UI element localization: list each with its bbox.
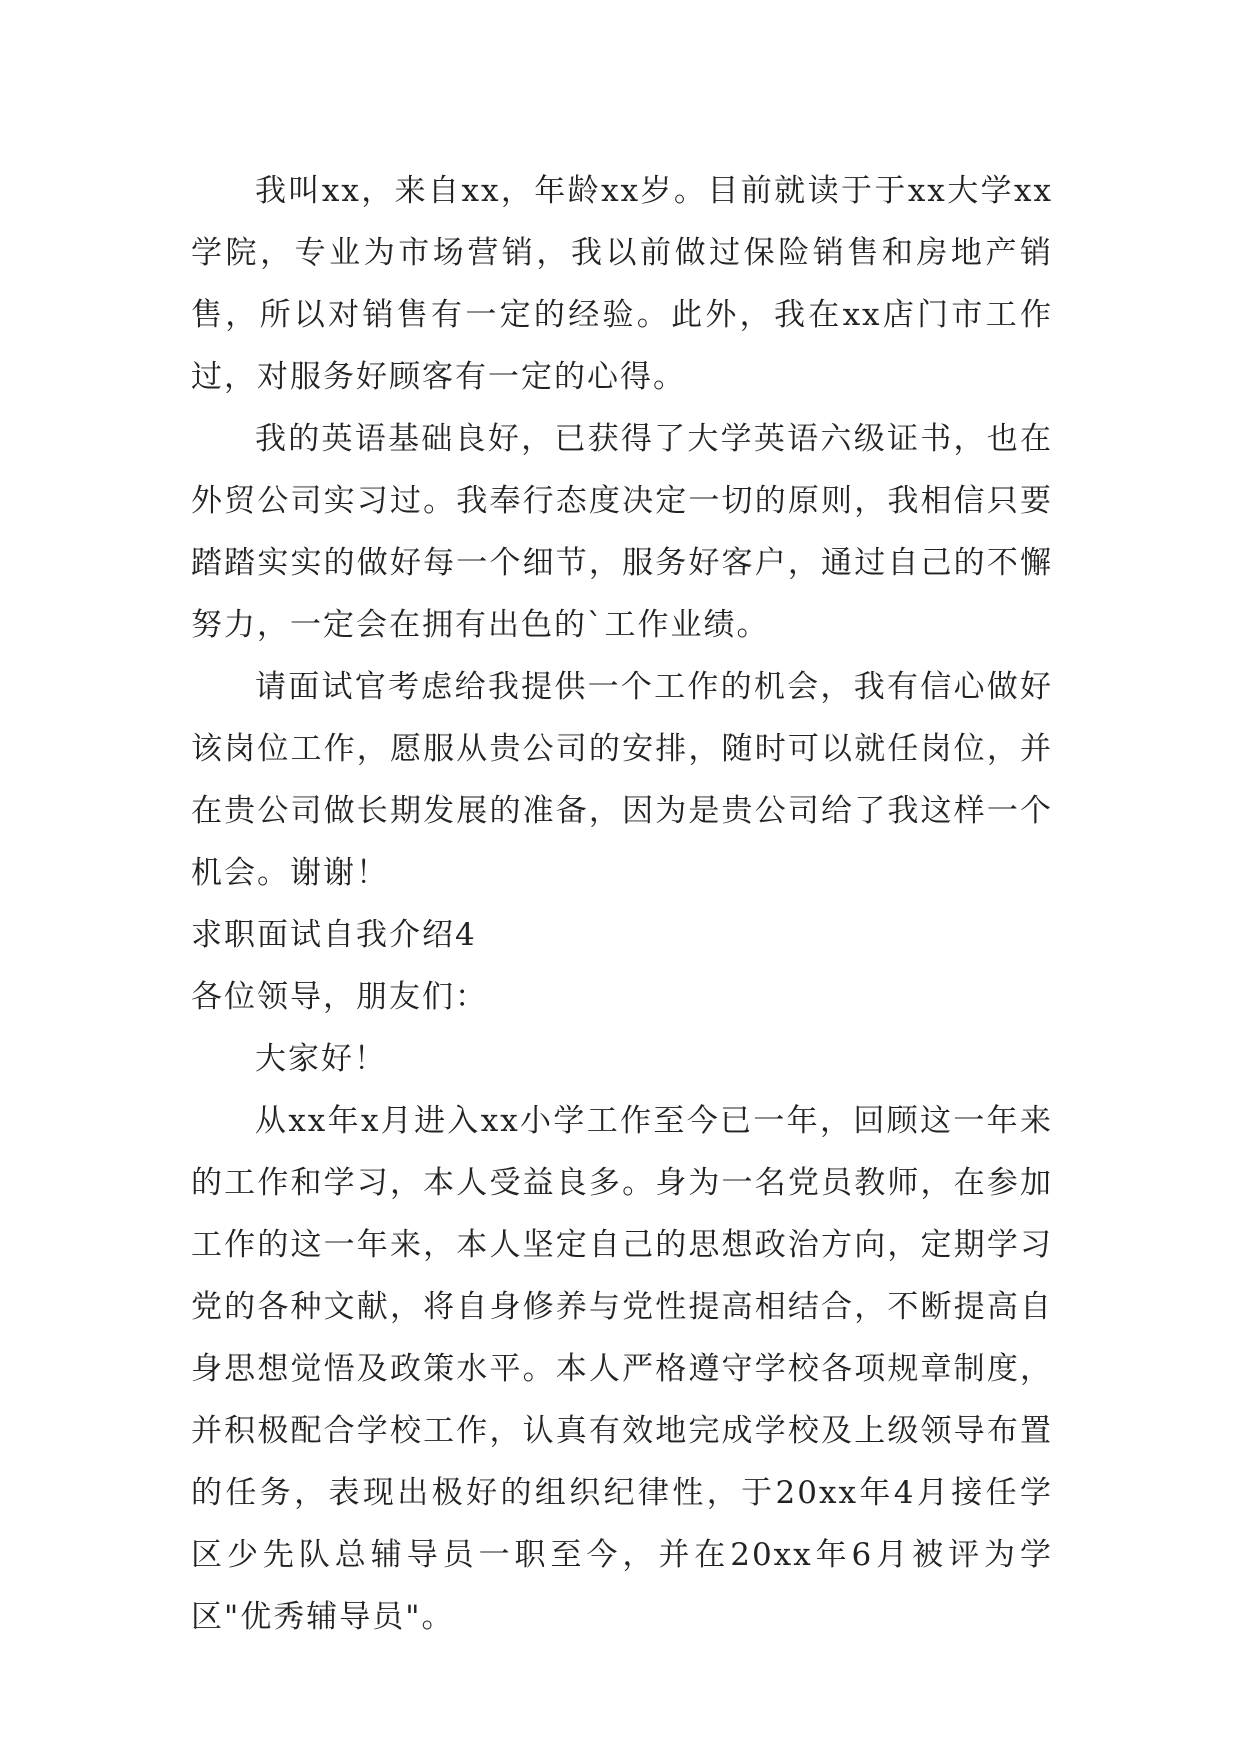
paragraph-english-skills: 我的英语基础良好，已获得了大学英语六级证书，也在外贸公司实习过。我奉行态度决定一切的原则，我相信只要踏踏实实的做好每一个细节，服务好客户，通过自己的不懈努力，一定会在拥有出色的`工作业绩。: [191, 421, 1053, 643]
paragraph-self-introduction: 我叫xx，来自xx，年龄xx岁。目前就读于于xx大学xx学院，专业为市场营销，我以前做过保险销售和房地产销售，所以对销售有一定的经验。此外，我在xx店门市工作过，对服务好顾客有一定的心得。: [191, 173, 1053, 395]
salutation: 各位领导，朋友们：: [191, 979, 488, 1015]
paragraph-work-review: 从xx年x月进入xx小学工作至今已一年，回顾这一年来的工作和学习，本人受益良多。身为一名党员教师，在参加工作的这一年来，本人坚定自己的思想政治方向，定期学习党的各种文献，将自身修养与党性提高相结合，不断提高自身思想觉悟及政策水平。本人严格遵守学校各项规章制度，并积极配合学校工作，认真有效地完成学校及上级领导布置的任务，表现出极好的组织纪律性，于20xx年4月接任学区少先队总辅导员一职至今，并在20xx年6月被评为学区"优秀辅导员"。: [191, 1103, 1053, 1635]
document-body: [191, 160, 1053, 1648]
paragraph-closing-request: 请面试官考虑给我提供一个工作的机会，我有信心做好该岗位工作，愿服从贵公司的安排，随时可以就任岗位，并在贵公司做长期发展的准备，因为是贵公司给了我这样一个机会。谢谢！: [191, 669, 1053, 891]
section-heading: 求职面试自我介绍4: [191, 917, 477, 953]
greeting: 大家好！: [255, 1041, 387, 1077]
